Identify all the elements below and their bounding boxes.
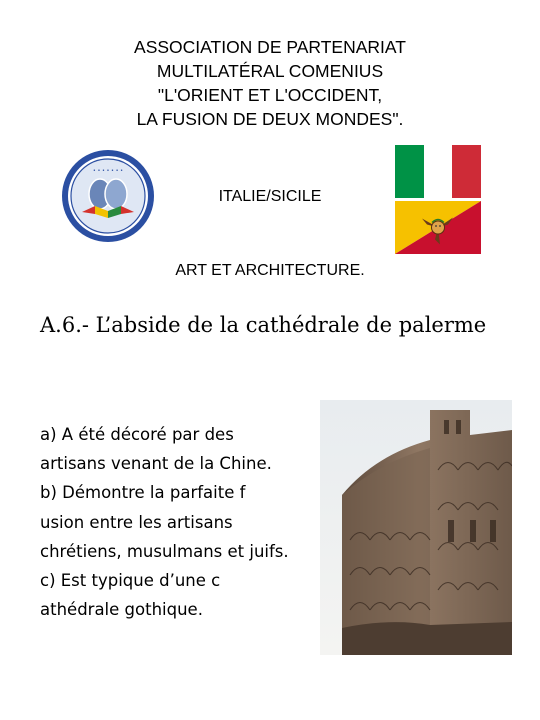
subject-label: ART ET ARCHITECTURE. — [175, 262, 365, 279]
title-line-3: "L'ORIENT ET L'OCCIDENT, — [157, 85, 383, 105]
answer-options — [40, 420, 330, 624]
cathedral-apse-photo — [320, 400, 512, 655]
italy-flag-red — [452, 145, 481, 198]
option-line: artisans venant de la Chine. — [40, 454, 272, 474]
option-line: athédrale gothique. — [40, 600, 203, 620]
option-line: b) Démontre la parfaite f — [40, 483, 246, 503]
svg-text:• • • • • • •: • • • • • • • — [92, 168, 124, 174]
title-line-2: MULTILATÉRAL COMENIUS — [156, 61, 384, 81]
italy-flag-green — [395, 145, 424, 198]
comenius-logo — [60, 148, 156, 244]
country-label: ITALIE/SICILE — [218, 188, 322, 205]
italy-flag-white — [424, 145, 453, 198]
title-line-4: LA FUSION DE DEUX MONDES". — [136, 109, 404, 129]
option-line: usion entre les artisans — [40, 512, 233, 532]
option-line: chrétiens, musulmans et juifs. — [40, 541, 289, 561]
sicily-flag — [395, 201, 481, 254]
document-title — [0, 35, 540, 131]
option-line: a) A été décoré par des — [40, 425, 234, 444]
option-line: c) Est typique d’une c — [40, 571, 221, 591]
question-title: A.6.- L’abside de la cathédrale de palerme — [40, 313, 487, 337]
italy-flag — [395, 145, 481, 198]
title-line-1: ASSOCIATION DE PARTENARIAT — [134, 37, 406, 57]
